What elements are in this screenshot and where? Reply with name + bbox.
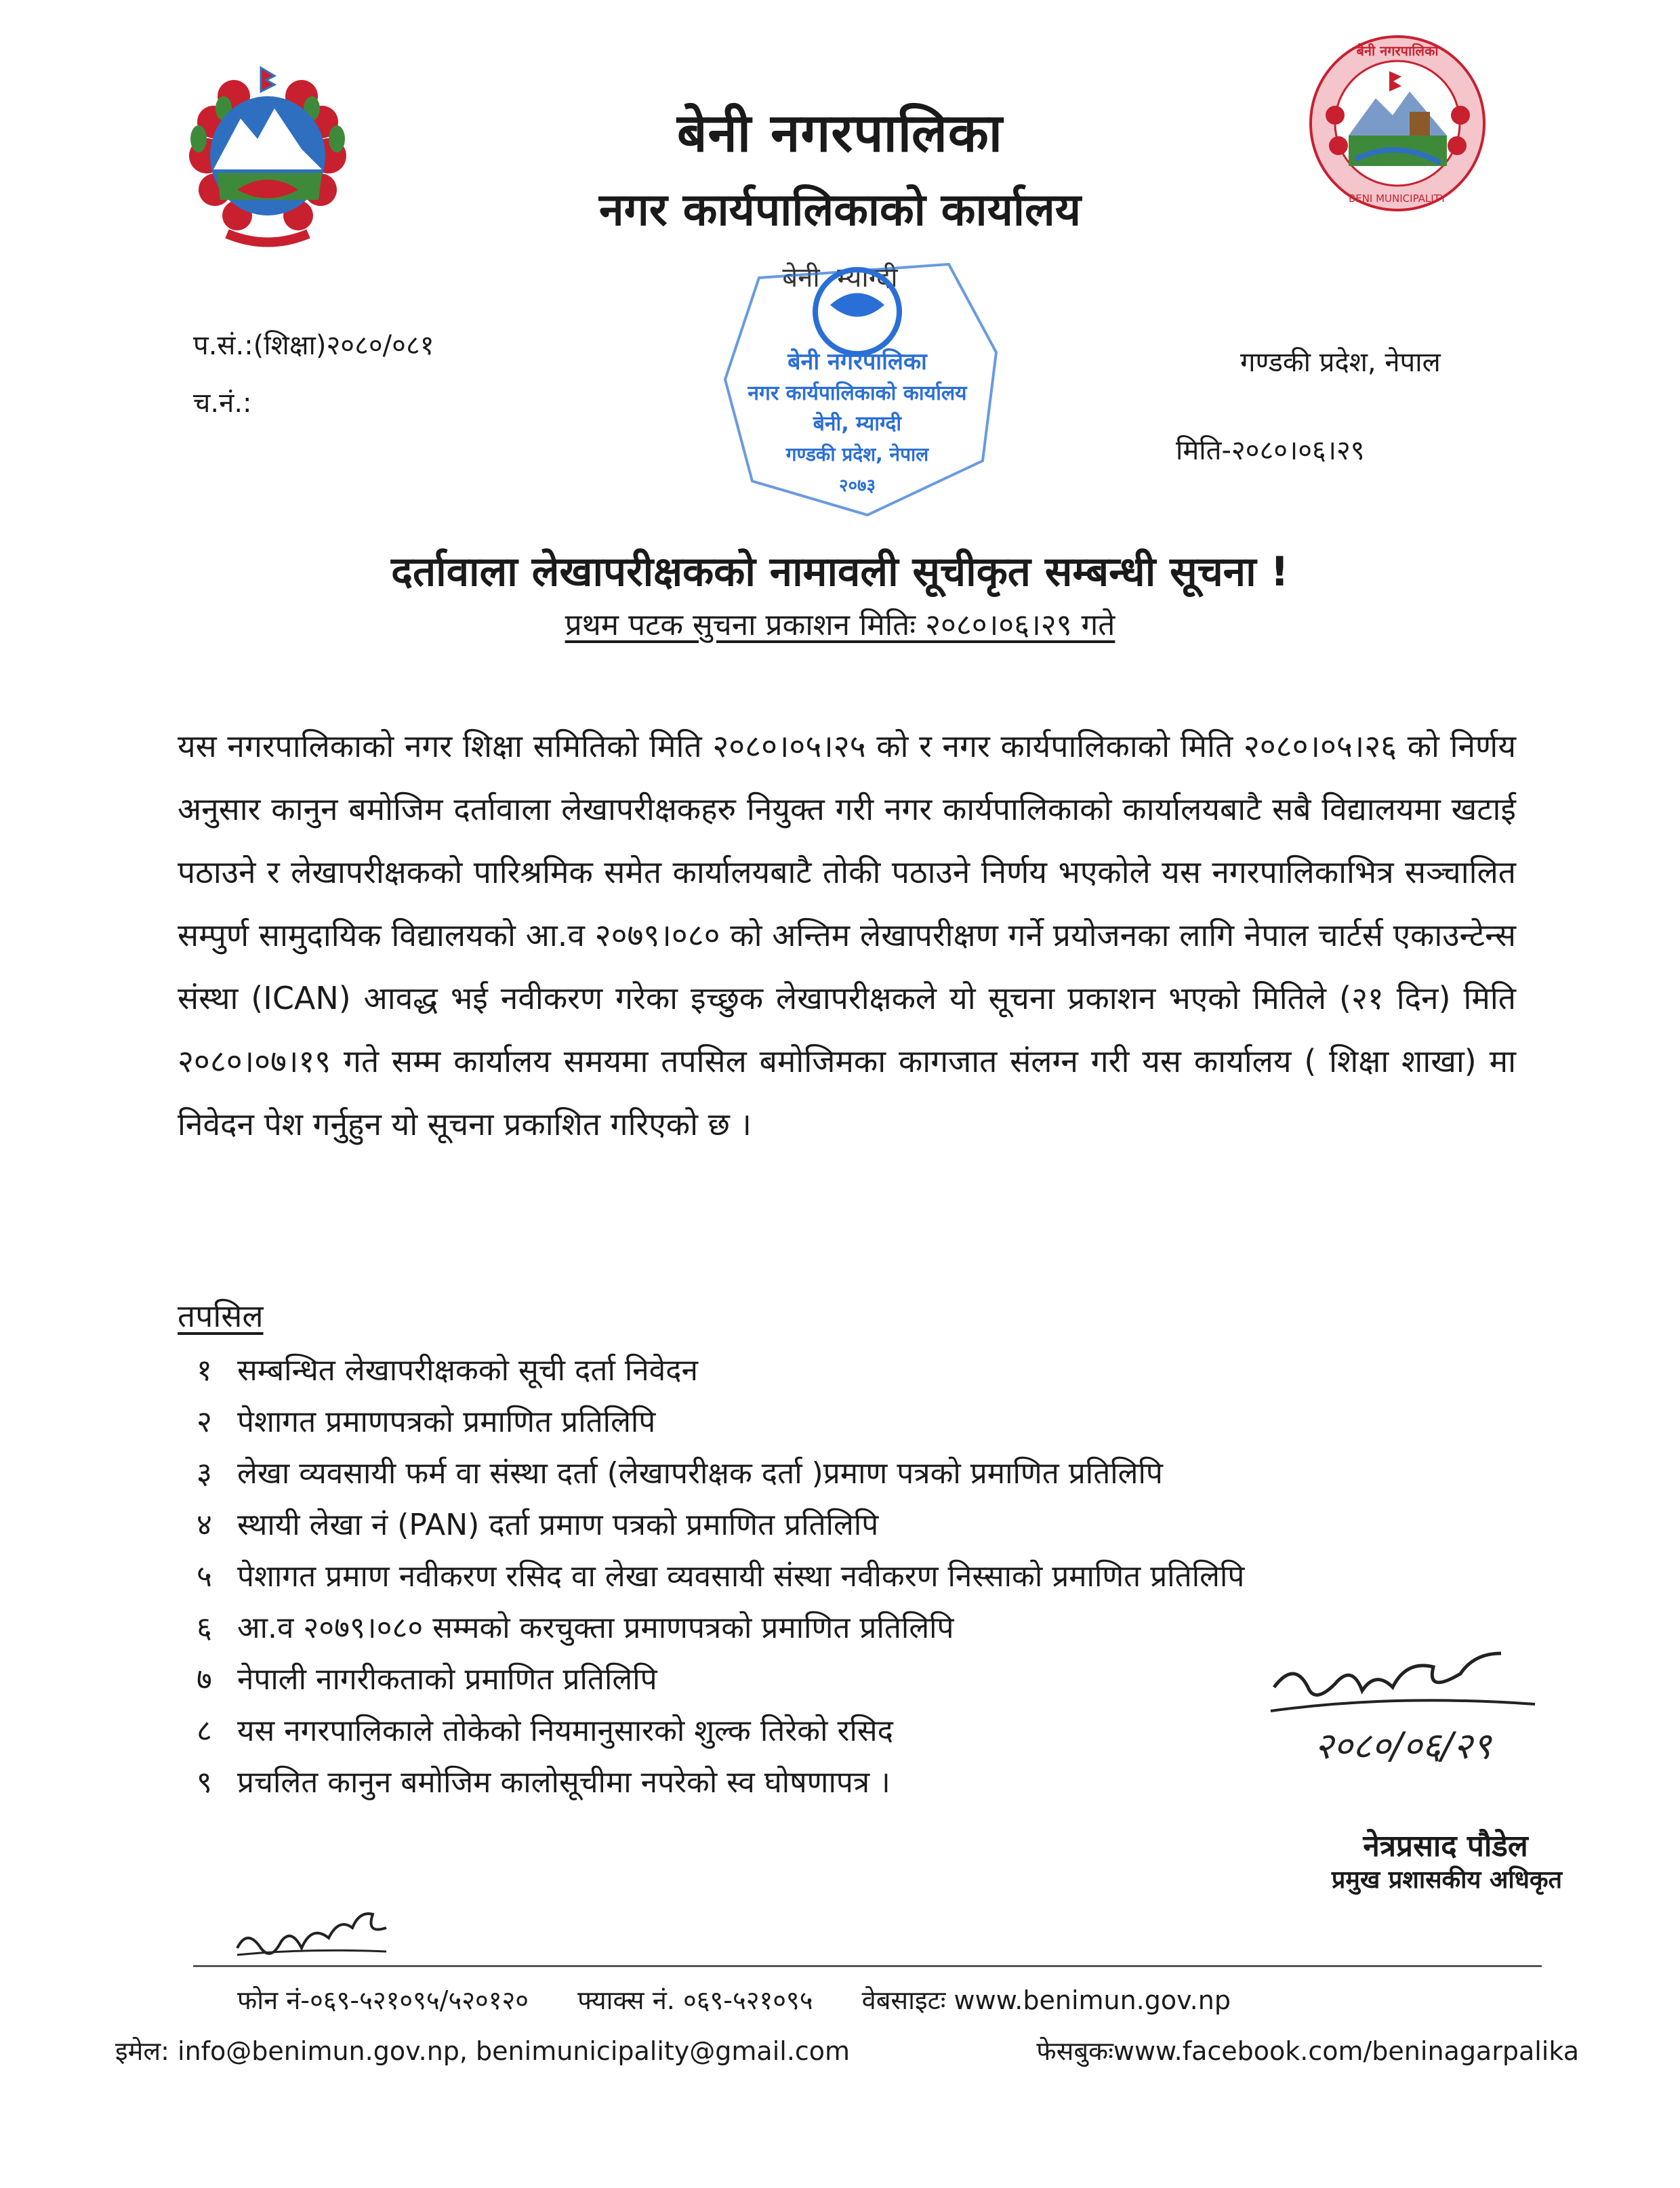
list-item-text: स्थायी लेखा नं (PAN) दर्ता प्रमाण पत्रको प्रमाणित प्रतिलिपि (237, 1508, 879, 1542)
list-item-text: नेपाली नागरीकताको प्रमाणित प्रतिलिपि (237, 1662, 657, 1697)
list-item-text: आ.व २०७९।०८० सम्मको करचुक्ता प्रमाणपत्रको प्रमाणित प्रतिलिपि (237, 1611, 954, 1645)
list-item-number: ९ (197, 1765, 212, 1800)
officer-signature (1261, 1647, 1545, 1782)
org-name: बेनी नगरपालिका (677, 103, 1003, 164)
list-item (197, 1448, 1244, 1500)
list-item-number: ६ (197, 1611, 212, 1645)
office-location: बेनी, म्याग्दी (782, 262, 898, 293)
list-item (197, 1757, 1244, 1809)
initial-signature (230, 1911, 407, 1965)
list-item-text: पेशागत प्रमाण नवीकरण रसिद वा लेखा व्यवसायी संस्था नवीकरण निस्साको प्रमाणित प्रतिलिपि (237, 1559, 1245, 1594)
list-item-number: ५ (197, 1559, 212, 1594)
notice-body: यस नगरपालिकाको नगर शिक्षा समितिको मिति २०८०।०५।२५ को र नगर कार्यपालिकाको मिति २०८०।०५।२६ को निर्णय अनुसार कानुन बमोजिम दर्तावाला लेखापरीक्षकहरु नियुक्त गरी नगर कार्यपालिकाको कार्यालयबाटै सबै विद्यालयमा खटाई पठाउने र लेखापरीक्षकको पारिश्रमिक समेत कार्यालयबाटै तोकी पठाउने निर्णय भएकोले यस नगरपालिकाभित्र सञ्चालित सम्पुर्ण सामुदायिक विद्यालयको आ.व २०७९।०८० को अन्तिम लेखापरीक्षण गर्ने प्रयोजनका लागि नेपाल चार्टर्स एकाउन्टेन्स संस्था (ICAN) आवद्ध भई नवीकरण गरेका इच्छुक लेखापरीक्षकले यो सूचना प्रकाशन भएको मितिले (२१ दिन) मिति २०८०।०७।१९ गते सम्म कार्यालय समयमा तपसिल बमोजिमका कागजात संलग्न गरी यस कार्यालय ( शिक्षा शाखा) मा निवेदन पेश गर्नुहुन यो सूचना प्रकाशित गरिएको छ । (178, 728, 1516, 1142)
list-item (197, 1500, 1244, 1551)
list-item-text: यस नगरपालिकाले तोकेको नियमानुसारको शुल्क तिरेको रसिद (237, 1714, 893, 1748)
office-name: नगर कार्यपालिकाको कार्यालय (599, 184, 1081, 236)
province-label: गण्डकी प्रदेश, नेपाल (1240, 347, 1441, 378)
list-item-text: लेखा व्यवसायी फर्म वा संस्था दर्ता (लेखापरीक्षक दर्ता )प्रमाण पत्रको प्रमाणित प्रतिलिपि (237, 1456, 1163, 1491)
footer-website[interactable]: वेबसाइटः www.benimun.gov.np (861, 1985, 1231, 2015)
list-item (197, 1706, 1244, 1757)
tapasil-heading: तपसिल (178, 1298, 264, 1334)
dispatch-number: च.नं.: (193, 388, 252, 419)
list-item (197, 1551, 1244, 1603)
logo-arc-text: बेनी नगरपालिका (1356, 43, 1439, 59)
list-item-text: सम्बन्धित लेखापरीक्षकको सूची दर्ता निवेदन (237, 1353, 698, 1388)
stamp-line-1: बेनी नगरपालिका (787, 348, 927, 375)
footer-facebook[interactable]: फेसबुकःwww.facebook.com/beninagarpalika (1036, 2036, 1579, 2066)
stamp-line-4: गण्डकी प्रदेश, नेपाल (785, 443, 929, 466)
list-item (197, 1397, 1244, 1448)
list-item-text: पेशागत प्रमाणपत्रको प्रमाणित प्रतिलिपि (237, 1405, 656, 1439)
list-item-number: १ (197, 1353, 212, 1388)
footer-phone: फोन नं-०६९-५२१०९५/५२०१२० (237, 1985, 529, 2015)
footer-contact-row (237, 1982, 1271, 2017)
footer-online-row (115, 2033, 1579, 2068)
handwritten-date: २०८०/०६/२९ (1314, 1725, 1492, 1767)
notice-title: दर्तावाला लेखापरीक्षकको नामावली सूचीकृत सम्बन्धी सूचना ! (391, 548, 1289, 596)
list-item-number: ३ (197, 1456, 212, 1491)
list-item-text: प्रचलित कानुन बमोजिम कालोसूचीमा नपरेको स्व घोषणापत्र । (237, 1765, 890, 1800)
stamp-line-5: २०७३ (838, 476, 876, 496)
notice-subtitle: प्रथम पटक सुचना प्रकाशन मितिः २०८०।०६।२९ गते (565, 608, 1115, 642)
list-item (197, 1603, 1244, 1654)
stamp-line-3: बेनी, म्याग्दी (813, 412, 902, 436)
stamp-line-2: नगर कार्यपालिकाको कार्यालय (747, 381, 967, 405)
list-item (197, 1345, 1244, 1397)
list-item-number: ८ (197, 1714, 212, 1748)
officer-name: नेत्रप्रसाद पौडेल (1363, 1829, 1528, 1863)
office-stamp (712, 257, 1010, 522)
tapasil-list (197, 1345, 1244, 1809)
list-item-number: ४ (197, 1508, 212, 1542)
footer-divider (193, 1965, 1542, 1967)
footer-fax: फ्याक्स नं. ०६९-५२१०९५ (577, 1985, 813, 2015)
list-item-number: ७ (197, 1662, 212, 1697)
logo-bottom-text: BENI MUNICIPALITY (1348, 192, 1447, 205)
footer-email[interactable]: इमेल: info@benimun.gov.np, benimunicipality@gmail.com (115, 2036, 851, 2066)
officer-title: प्रमुख प्रशासकीय अधिकृत (1331, 1866, 1563, 1894)
list-item-number: २ (197, 1405, 212, 1439)
reference-number: प.सं.:(शिक्षा)२०८०/०८१ (193, 330, 434, 361)
letter-date: मिति-२०८०।०६।२९ (1176, 435, 1365, 466)
list-item (197, 1654, 1244, 1706)
